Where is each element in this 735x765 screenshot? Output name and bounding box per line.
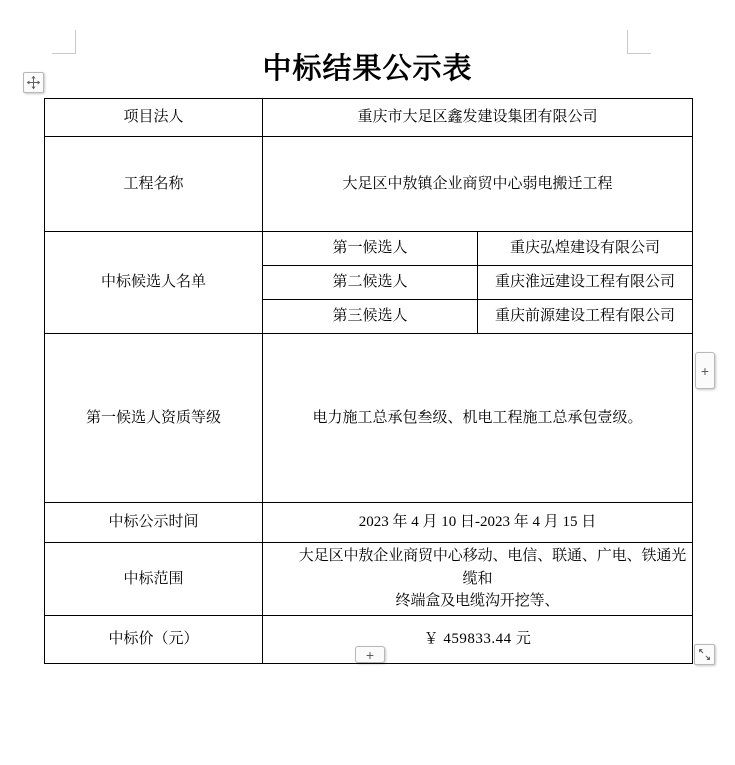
insert-row-button[interactable]: [355, 646, 385, 663]
plus-icon: +: [700, 362, 710, 379]
row-value-winning-price: ￥ 459833.44 元: [263, 615, 693, 663]
table-row: [45, 503, 693, 543]
table-resize-handle[interactable]: [694, 644, 715, 665]
scope-line-1: 大足区中敖企业商贸中心移动、电信、联通、广电、铁通光缆和: [298, 548, 687, 587]
bid-result-table: [44, 98, 693, 664]
candidate-company-3: 重庆前源建设工程有限公司: [478, 300, 693, 334]
row-value-scope: [263, 543, 693, 616]
plus-icon: +: [365, 646, 375, 663]
candidate-company-1: 重庆弘煌建设有限公司: [478, 232, 693, 266]
candidate-rank-3: 第三候选人: [263, 300, 478, 334]
move-four-arrows-icon: [26, 75, 41, 90]
table-row: [45, 543, 693, 616]
insert-column-button[interactable]: [695, 352, 715, 389]
row-value-legal-entity: 重庆市大足区鑫发建设集团有限公司: [263, 99, 693, 137]
table-row: [45, 232, 693, 266]
candidate-rank-1: 第一候选人: [263, 232, 478, 266]
candidate-rank-2: 第二候选人: [263, 266, 478, 300]
table-row: [45, 99, 693, 137]
row-value-project-name: 大足区中敖镇企业商贸中心弱电搬迁工程: [263, 137, 693, 232]
row-value-qualification: 电力施工总承包叁级、机电工程施工总承包壹级。: [263, 334, 693, 503]
row-label-qualification: 第一候选人资质等级: [45, 334, 263, 503]
row-value-notice-period: 2023 年 4 月 10 日-2023 年 4 月 15 日: [263, 503, 693, 543]
row-label-candidate-list: 中标候选人名单: [45, 232, 263, 334]
crop-mark-top-right: [627, 30, 651, 54]
table-move-handle[interactable]: [23, 72, 44, 93]
crop-mark-top-left: [52, 30, 76, 54]
candidate-company-2: 重庆淮远建设工程有限公司: [478, 266, 693, 300]
row-label-project-name: 工程名称: [45, 137, 263, 232]
scope-line-2: 终端盒及电缆沟开挖等、: [395, 593, 560, 609]
row-label-legal-entity: 项目法人: [45, 99, 263, 137]
row-label-winning-price: 中标价（元）: [45, 615, 263, 663]
table-row: [45, 137, 693, 232]
row-label-scope: 中标范围: [45, 543, 263, 616]
row-label-notice-period: 中标公示时间: [45, 503, 263, 543]
page-title: 中标结果公示表: [262, 53, 473, 85]
resize-diagonal-icon: [697, 647, 712, 662]
table-row: [45, 334, 693, 503]
